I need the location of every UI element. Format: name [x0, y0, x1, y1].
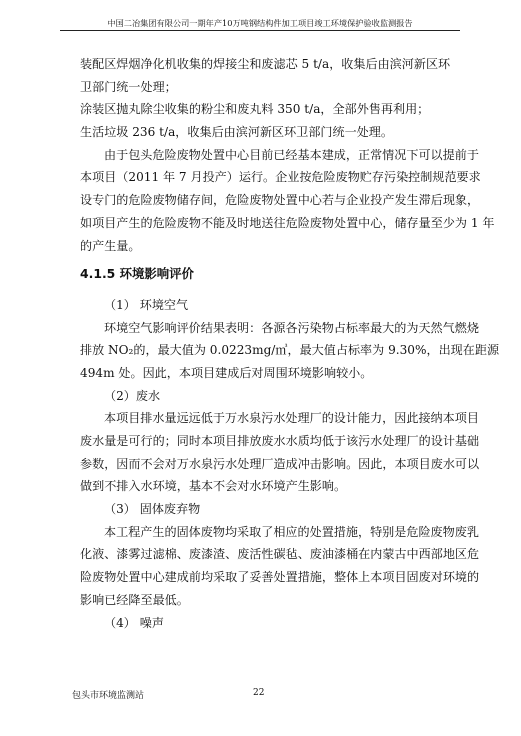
subsection-heading: （3） 固体废弃物 — [104, 502, 201, 517]
paragraph-line: 涂装区抛丸除尘收集的粉尘和废丸料 350 t/a，全部外售再利用； — [80, 102, 430, 117]
subsection-heading: （4） 噪声 — [104, 615, 164, 630]
paragraph-line: 废水量是可行的；同时本项目排放废水水质均低于该污水处理厂的设计基础 — [80, 434, 480, 449]
paragraph-line: 本项目（2011 年 7 月投产）运行。企业按危险废物贮存污染控制规范要求 — [80, 170, 481, 185]
paragraph-line: 排放 NO₂的，最大值为 0.0223mg/㎥，最大值占标率为 9.30%，出现在距源 — [80, 343, 500, 358]
paragraph-line: 本工程产生的固体废物均采取了相应的处置措施，特别是危险废物废乳 — [104, 524, 479, 539]
paragraph-line: 设专门的危险废物储存间，危险废物处置中心若与企业投产发生滞后现象， — [80, 193, 480, 208]
paragraph-line: 影响已经降至最低。 — [80, 592, 189, 607]
paragraph-line: 参数，因而不会对万水泉污水处理厂造成冲击影响。因此，本项目废水可以 — [80, 456, 480, 471]
paragraph-line: 险废物处置中心建成前均采取了妥善处置措施，整体上本项目固废对环境的 — [80, 570, 480, 585]
paragraph-line: 生活垃圾 236 t/a，收集后由滨河新区环卫部门统一处理。 — [80, 125, 393, 140]
paragraph-line: 的产生量。 — [80, 238, 141, 253]
paragraph-line: 494m 处。因此，本项目建成后对周围环境影响较小。 — [80, 365, 373, 380]
footer-organization: 包头市环境监测站 — [72, 691, 145, 701]
header-rule — [60, 30, 460, 31]
section-heading: 4.1.5 环境影响评价 — [80, 266, 194, 282]
subsection-heading: （2）废水 — [104, 388, 161, 403]
subsection-heading: （1） 环境空气 — [104, 297, 189, 312]
page-number: 22 — [253, 688, 265, 698]
paragraph-line: 化液、漆雾过滤棉、废漆渣、废活性碳毡、废油漆桶在内蒙古中西部地区危 — [80, 547, 480, 562]
paragraph-line: 装配区焊烟净化机收集的焊接尘和废滤芯 5 t/a，收集后由滨河新区环 — [80, 57, 451, 71]
paragraph-line: 如项目产生的危险废物不能及时地送往危险废物处置中心，储存量至少为 1 年 — [80, 215, 495, 230]
body-text — [80, 53, 500, 634]
running-header: 中国二冶集团有限公司一期年产10万吨钢结构件加工项目竣工环境保护验收监测报告 — [107, 18, 413, 28]
paragraph-line: 本项目排水量远远低于万水泉污水处理厂的设计能力，因此接纳本项目 — [104, 411, 479, 426]
paragraph-line: 由于包头危险废物处置中心目前已经基本建成，正常情况下可以提前于 — [104, 147, 479, 162]
paragraph-line: 环境空气影响评价结果表明：各源各污染物占标率最大的为天然气燃烧 — [104, 320, 479, 335]
paragraph-line: 卫部门统一处理； — [80, 79, 177, 94]
paragraph-line: 做到不排入水环境，基本不会对水环境产生影响。 — [80, 479, 347, 494]
